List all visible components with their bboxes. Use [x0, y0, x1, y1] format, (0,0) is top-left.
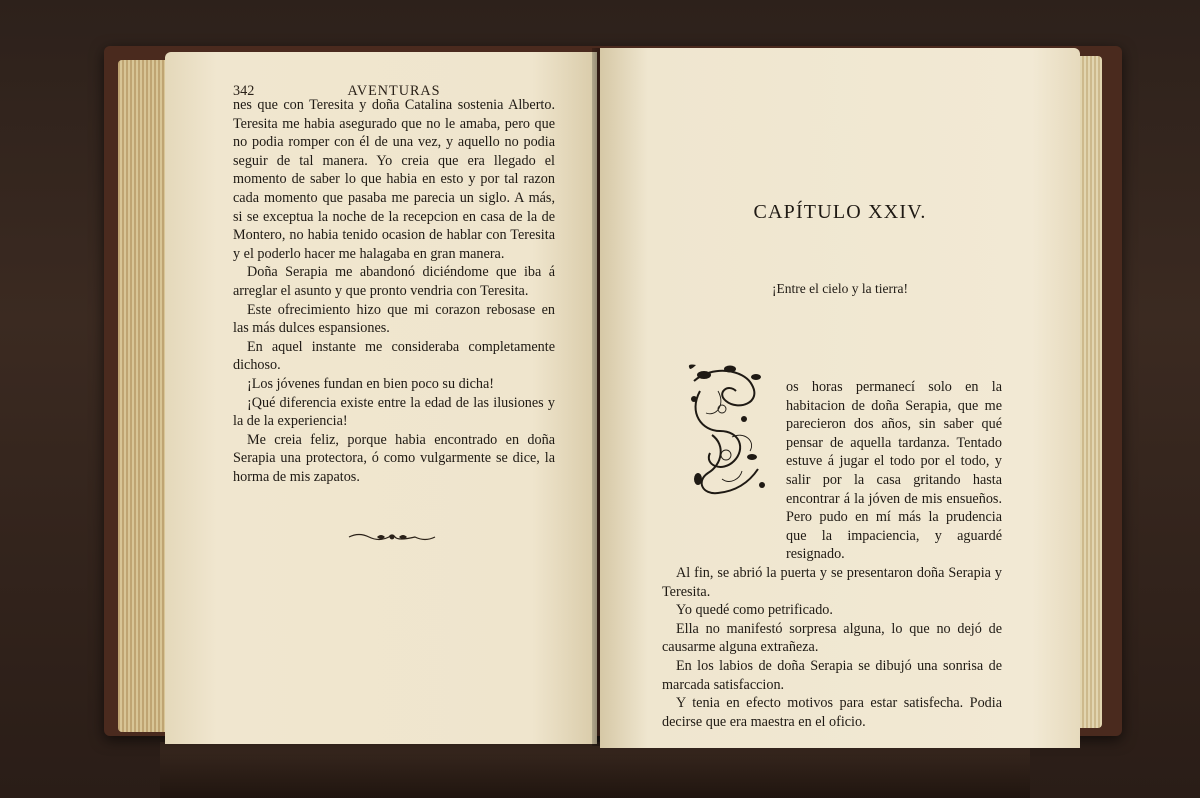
- paragraph: nes que con Teresita y doña Catalina sostenia Alberto. Teresita me habia asegurado que no le amaba, pero que no podia romper con él de una vez, y aquello no podia seguir de tal manera. Yo creia que era llegado el momento de saber lo que habia en esto y por tal razon cada momento que pasaba me parecia un siglo. A más, si se exceptua la noche de la recepcion en casa de la de Montero, no habia tenido ocasion de hablar con Teresita y el poderlo hacer me halagaba en gran manera.: [233, 97, 555, 262]
- right-body-text: [662, 378, 1002, 731]
- paragraph: Me creia feliz, porque habia encontrado en doña Serapia una protectora, ó como vulgarmente se dice, la horma de mis zapatos.: [233, 431, 555, 485]
- book-stand: [160, 742, 1030, 798]
- paragraph: Este ofrecimiento hizo que mi corazon rebosase en las más dulces espansiones.: [233, 301, 555, 337]
- paragraph: ¡Los jóvenes fundan en bien poco su dicha!: [247, 375, 495, 392]
- right-page: [600, 48, 1080, 748]
- page-number: 342: [233, 83, 255, 99]
- chapter-title: CAPÍTULO XXIV.: [753, 201, 927, 223]
- paragraph: Y tenia en efecto motivos para estar satisfecha. Podia decirse que era maestra en el oficio.: [662, 695, 1002, 730]
- left-page: [165, 52, 597, 744]
- paragraph: Al fin, se abrió la puerta y se presentaron doña Serapia y Teresita.: [662, 564, 1002, 600]
- left-body-text: [233, 96, 555, 486]
- lead-paragraph: [662, 378, 1002, 564]
- running-title: AVENTURAS: [347, 83, 441, 99]
- page-edges-right: [1078, 56, 1102, 728]
- paragraph: ¡Qué diferencia existe entre la edad de las ilusiones y la de la experiencia!: [233, 394, 555, 430]
- paragraph: En los labios de doña Serapia se dibujó una sonrisa de marcada satisfaccion.: [662, 657, 1002, 693]
- paragraph: Doña Serapia me abandonó diciéndome que iba á arreglar el asunto y que pronto vendria con Teresita.: [233, 264, 555, 299]
- fleuron-ornament: [347, 530, 437, 544]
- lead-text: os horas permanecí solo en la habitacion de doña Serapia, que me parecieron dos años, sin saber qué pensar de aquella tardanza. Tentado estuve á jugar el todo por el todo, y salir por la casa gritando hasta encontrar á la jóven de mis ensueños. Pero pudo en mí más la prudencia que la impaciencia, y aguardé resignado.: [786, 379, 1002, 563]
- paragraph: En aquel instante me consideraba completamente dichoso.: [233, 338, 555, 374]
- page-edges-left: [118, 60, 170, 732]
- paragraph: Yo quedé como petrificado.: [676, 602, 833, 619]
- chapter-subtitle: ¡Entre el cielo y la tierra!: [771, 281, 909, 296]
- paragraph: Ella no manifestó sorpresa alguna, lo que no dejó de causarme alguna extrañeza.: [662, 620, 1002, 656]
